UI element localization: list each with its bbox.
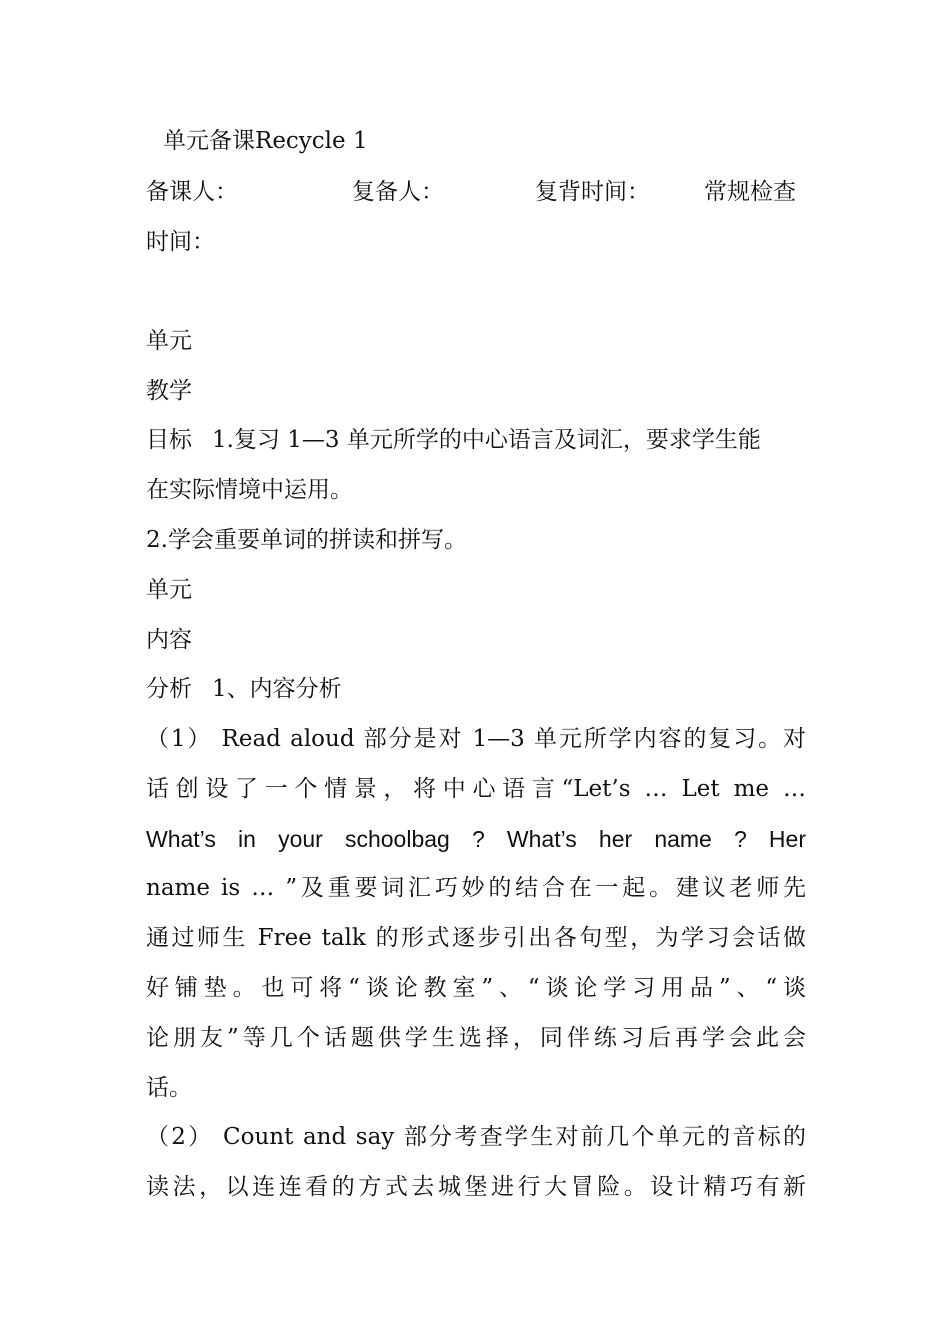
check-time-label: 时间：: [146, 229, 215, 255]
paragraph-line: 通过师生 Free talk 的形式逐步引出各句型，为学习会话做: [146, 925, 806, 951]
paragraph-line: 好铺垫。也可将“谈论教室”、“谈论学习用品”、“谈: [146, 975, 806, 1001]
objective-item-2: 2.学会重要单词的拼读和拼写。: [146, 527, 467, 553]
reviewer-label: 复备人：: [352, 179, 444, 205]
objective-item-1: 1.复习 1—3 单元所学的中心语言及词汇，要求学生能: [212, 427, 761, 453]
objectives-row: [146, 425, 806, 455]
objectives-label-1: 单元: [146, 328, 192, 354]
analysis-label-2: 内容: [146, 627, 192, 653]
objective-item-1-cont: 在实际情境中运用。: [146, 477, 353, 503]
paragraph-line: 论朋友”等几个话题供学生选择，同伴练习后再学会此会: [146, 1025, 806, 1051]
objectives-label-3: 目标: [146, 427, 192, 453]
paragraph-line: （2） Count and say 部分考查学生对前几个单元的音标的: [146, 1124, 806, 1150]
paragraph-line: 话创设了一个情景，将中心语言“Let’s … Let me …: [146, 776, 806, 802]
paragraph-line: 话。: [146, 1075, 192, 1101]
review-time-label: 复背时间：: [535, 179, 650, 205]
analysis-label-3: 分析: [146, 676, 192, 702]
analysis-row: [146, 674, 806, 704]
paragraph-line: What’s in your schoolbag ? What’s her name ? Her: [146, 826, 806, 852]
paragraph-line: （1） Read aloud 部分是对 1—3 单元所学内容的复习。对: [146, 726, 806, 752]
paragraph-line: name is … ”及重要词汇巧妙的结合在一起。建议老师先: [146, 875, 806, 901]
routine-check-label: 常规检查: [704, 179, 796, 205]
analysis-heading: 1、内容分析: [212, 676, 342, 702]
paragraph-line: 读法，以连连看的方式去城堡进行大冒险。设计精巧有新: [146, 1174, 806, 1200]
preparer-label: 备课人：: [146, 179, 238, 205]
analysis-label-1: 单元: [146, 577, 192, 603]
objectives-label-2: 教学: [146, 378, 192, 404]
header-fields: [146, 177, 806, 207]
page-title: 单元备课Recycle 1: [163, 128, 368, 154]
